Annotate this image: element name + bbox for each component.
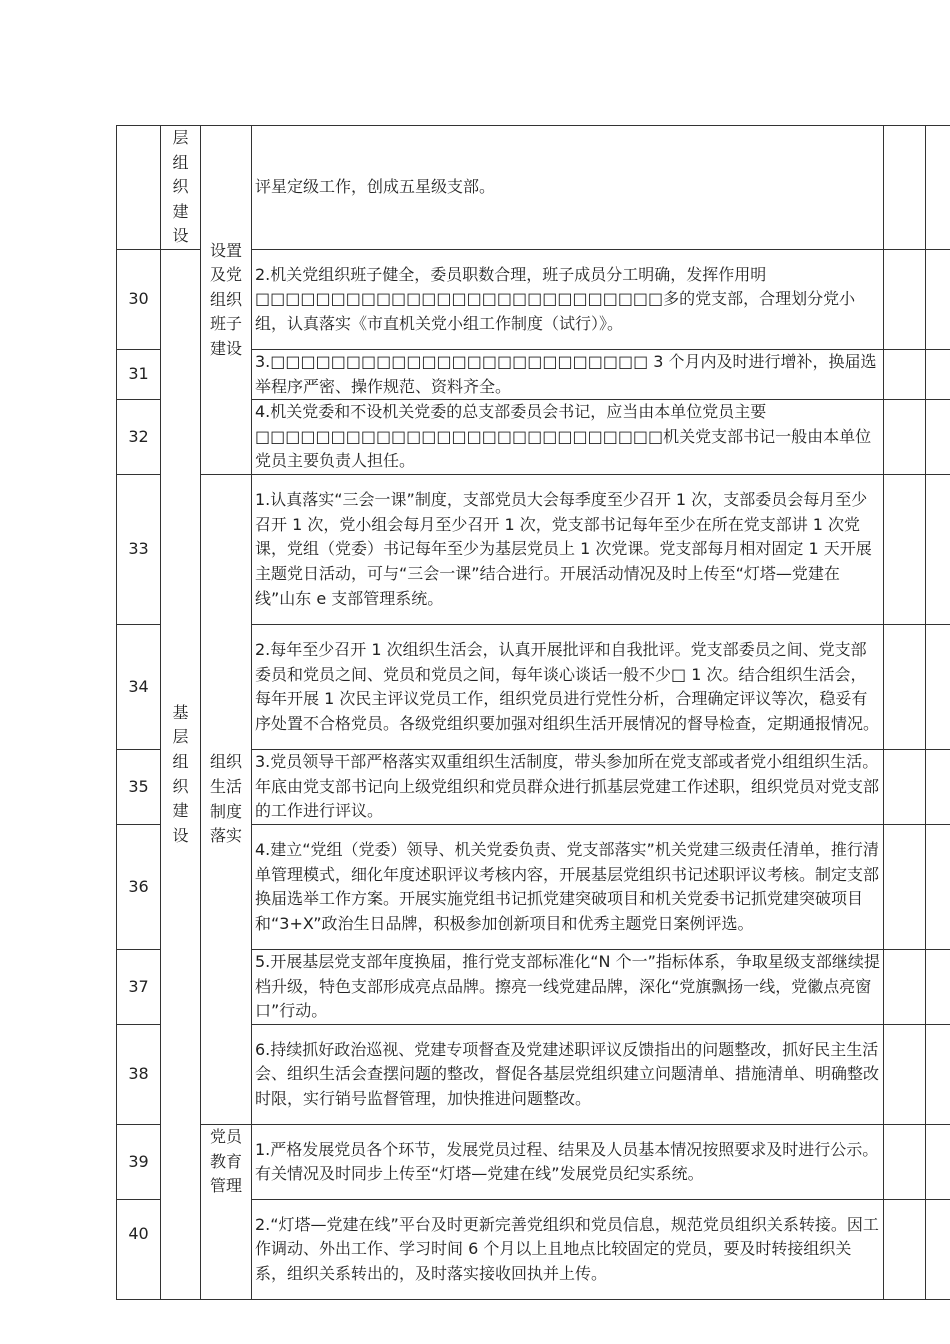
table-row: [117, 126, 950, 250]
score-cell: [884, 126, 926, 250]
subcategory-label-setup: 设置及党组织班子建设: [210, 240, 243, 358]
table-row: [117, 475, 950, 625]
item-content: 3.□□□□□□□□□□□□□□□□□□□□□□□□□ 3 个月内及时进行增补，换届选举程序严密、操作规范、资料齐全。: [252, 349, 884, 399]
item-content: 1.认真落实“三会一课”制度，支部党员大会每季度至少召开 1 次，支部委员会每月至少召开 1 次，党小组会每月至少召开 1 次，党支部书记每年至少在所在党支部讲 1 次党课，党组（党委）书记每年至少为基层党员上 1 次党课。党支部每月相对固定 1 天开展主题党日活动，可与“三会一课”结合进行。开展活动情况及时上传至“灯塔—党建在线”山东 e 支部管理系统。: [252, 475, 884, 625]
remark-cell: [926, 126, 950, 250]
remark-cell: [926, 349, 950, 399]
item-content: 5.开展基层党支部年度换届，推行党支部标准化“N 个一”指标体系，争取星级支部继续提档升级，特色支部形成亮点品牌。擦亮一线党建品牌，深化“党旗飘扬一线，党徽点亮窗口”行动。: [252, 950, 884, 1025]
row-number: 35: [117, 750, 161, 825]
item-content: 4.机关党委和不设机关党委的总支部委员会书记，应当由本单位党员主要□□□□□□□□□□□□□□□□□□□□□□□□□□□机关党支部书记一般由本单位党员主要负责人担任。: [252, 400, 884, 475]
category-label-top: 层组织建设: [172, 128, 189, 246]
score-cell: [884, 249, 926, 349]
remark-cell: [926, 1200, 950, 1300]
item-content: 4.建立“党组（党委）领导、机关党委负责、党支部落实”机关党建三级责任清单，推行清单管理模式，细化年度述职评议考核内容，开展基层党组织书记述职评议考核。制定支部换届选举工作方案。开展实施党组书记抓党建突破项目和机关党委书记抓党建突破项目和“3+X”政治生日品牌，积极参加创新项目和优秀主题党日案例评选。: [252, 825, 884, 950]
item-content: 2.每年至少召开 1 次组织生活会，认真开展批评和自我批评。党支部委员之间、党支部委员和党员之间、党员和党员之间，每年谈心谈话一般不少□ 1 次。结合组织生活会，每年开展 1 次民主评议党员工作，组织党员进行党性分析，合理确定评议等次，稳妥有序处置不合格党员。各级党组织要加强对组织生活开展情况的督导检查，定期通报情况。: [252, 625, 884, 750]
score-cell: [884, 625, 926, 750]
item-content: 1.严格发展党员各个环节，发展党员过程、结果及人员基本情况按照要求及时进行公示。有关情况及时同步上传至“灯塔—党建在线”发展党员纪实系统。: [252, 1125, 884, 1200]
remark-cell: [926, 750, 950, 825]
score-cell: [884, 1200, 926, 1300]
subcategory-cell: [201, 126, 252, 475]
row-number: [117, 126, 161, 250]
remark-cell: [926, 1125, 950, 1200]
remark-cell: [926, 825, 950, 950]
remark-cell: [926, 249, 950, 349]
row-number: 38: [117, 1025, 161, 1125]
row-number: 34: [117, 625, 161, 750]
remark-cell: [926, 475, 950, 625]
remark-cell: [926, 625, 950, 750]
row-number: 39: [117, 1125, 161, 1200]
item-content: 2.机关党组织班子健全，委员职数合理，班子成员分工明确，发挥作用明□□□□□□□□□□□□□□□□□□□□□□□□□□□多的党支部，合理划分党小组，认真落实《市直机关党小组工作制度（试行）》。: [252, 249, 884, 349]
remark-cell: [926, 400, 950, 475]
score-cell: [884, 950, 926, 1025]
remark-cell: [926, 950, 950, 1025]
item-content: 3.党员领导干部严格落实双重组织生活制度，带头参加所在党支部或者党小组组织生活。年底由党支部书记向上级党组织和党员群众进行抓基层党建工作述职，组织党员对党支部的工作进行评议。: [252, 750, 884, 825]
category-label-main: 基层组织建设: [172, 702, 189, 845]
table-row: [117, 1125, 950, 1200]
item-content: 2.“灯塔—党建在线”平台及时更新完善党组织和党员信息，规范党员组织关系转接。因工作调动、外出工作、学习时间 6 个月以上且地点比较固定的党员，要及时转接组织关系，组织关系转出的，及时落实接收回执并上传。: [252, 1200, 884, 1300]
row-number: 40: [117, 1200, 161, 1300]
subcategory-label-edu: 党员教育管理: [210, 1127, 243, 1196]
subcategory-cell: [201, 475, 252, 1125]
remark-cell: [926, 1025, 950, 1125]
row-number: 31: [117, 349, 161, 399]
assessment-table: [116, 125, 950, 1300]
category-cell: [161, 126, 201, 250]
row-number: 36: [117, 825, 161, 950]
subcategory-cell: [201, 1125, 252, 1300]
score-cell: [884, 475, 926, 625]
row-number: 33: [117, 475, 161, 625]
row-number: 37: [117, 950, 161, 1025]
score-cell: [884, 349, 926, 399]
category-cell: [161, 249, 201, 1299]
score-cell: [884, 825, 926, 950]
row-number: 30: [117, 249, 161, 349]
score-cell: [884, 750, 926, 825]
score-cell: [884, 1025, 926, 1125]
item-content: 6.持续抓好政治巡视、党建专项督查及党建述职评议反馈指出的问题整改，抓好民主生活会、组织生活会查摆问题的整改，督促各基层党组织建立问题清单、措施清单、明确整改时限，实行销号监督管理，加快推进问题整改。: [252, 1025, 884, 1125]
score-cell: [884, 400, 926, 475]
subcategory-label-life: 组织生活制度落实: [210, 752, 243, 846]
item-content: 评星定级工作，创成五星级支部。: [252, 126, 884, 250]
row-number: 32: [117, 400, 161, 475]
score-cell: [884, 1125, 926, 1200]
